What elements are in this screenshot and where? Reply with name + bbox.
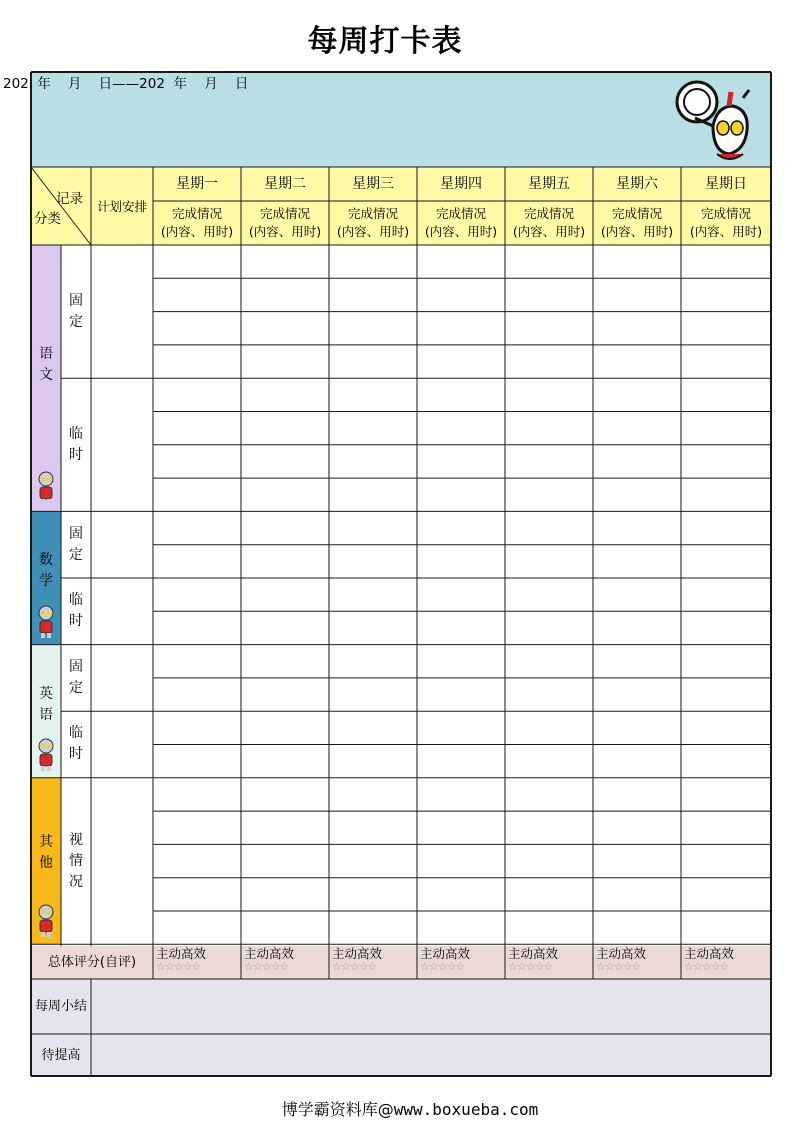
completion-line1: 完成情况 [700, 206, 751, 221]
group-label-3-0 [66, 778, 86, 945]
subject-label-0-char: 文 [39, 366, 53, 383]
group-label-0-0-char: 定 [69, 313, 83, 330]
mini-mascot-icon [36, 471, 56, 505]
rating-stars[interactable]: ☆☆☆☆☆ [156, 960, 201, 973]
day-header-3: 星期四 [440, 175, 482, 192]
completion-line1: 完成情况 [611, 206, 662, 221]
completion-line2: (内容、用时) [512, 224, 586, 239]
group-label-2-0-char: 固 [69, 658, 83, 675]
mini-mascot-icon [36, 605, 56, 639]
completion-header-4 [505, 201, 593, 245]
subject-label-2-char: 语 [39, 706, 53, 723]
to-improve-field[interactable] [91, 1034, 771, 1076]
group-label-0-1-char: 临 [69, 425, 83, 442]
rating-text: 主动高效 [156, 946, 207, 961]
day-header-1: 星期二 [264, 175, 306, 192]
group-label-1-1-char: 临 [69, 592, 83, 609]
completion-header-3 [417, 201, 505, 245]
rating-text: 主动高效 [420, 946, 471, 961]
weekly-summary-field[interactable] [91, 979, 771, 1034]
subject-label-1-char: 数 [39, 552, 53, 569]
group-label-1-0-char: 定 [69, 546, 83, 563]
group-label-0-0-char: 固 [69, 292, 83, 309]
plan-header: 计划安排 [96, 198, 147, 214]
group-label-0-1 [66, 378, 86, 511]
group-label-2-0 [66, 645, 86, 712]
completion-line1: 完成情况 [171, 206, 222, 221]
day-header-4: 星期五 [528, 175, 570, 192]
completion-header-2 [329, 201, 417, 245]
subject-label-3-char: 他 [39, 854, 53, 871]
completion-line2: (内容、用时) [424, 224, 498, 239]
completion-header-0 [153, 201, 241, 245]
completion-line1: 完成情况 [523, 206, 574, 221]
group-label-3-0-char: 情 [69, 852, 83, 869]
rating-stars[interactable]: ☆☆☆☆☆ [508, 960, 553, 973]
group-label-2-1-char: 临 [69, 725, 83, 742]
completion-header-6 [681, 201, 771, 245]
rating-cell-2[interactable] [332, 947, 416, 978]
day-header-2: 星期三 [352, 175, 394, 192]
footer-cn: 博学霸资料库@ [281, 1100, 394, 1119]
rating-stars[interactable]: ☆☆☆☆☆ [596, 960, 641, 973]
rating-text: 主动高效 [244, 946, 295, 961]
group-label-2-1-char: 时 [69, 746, 83, 763]
completion-line1: 完成情况 [259, 206, 310, 221]
group-label-2-1 [66, 711, 86, 778]
to-improve-label: 待提高 [41, 1047, 81, 1063]
rating-label: 总体评分(自评) [47, 955, 137, 970]
group-label-2-0-char: 定 [69, 679, 83, 696]
subject-label-1-char: 学 [39, 573, 53, 590]
corner-bottom-label: 分类 [34, 211, 61, 227]
rating-cell-0[interactable] [156, 947, 240, 978]
subject-label-3-char: 其 [39, 833, 53, 850]
group-label-1-0 [66, 511, 86, 578]
rating-stars[interactable]: ☆☆☆☆☆ [684, 960, 729, 973]
group-label-0-0 [66, 245, 86, 378]
rating-cell-4[interactable] [508, 947, 592, 978]
date-range: 202 年 月 日——202 年 月 日 [3, 76, 249, 92]
completion-line2: (内容、用时) [160, 224, 234, 239]
completion-header-5 [593, 201, 681, 245]
rating-cell-6[interactable] [684, 947, 770, 978]
rating-stars[interactable]: ☆☆☆☆☆ [244, 960, 289, 973]
rating-text: 主动高效 [684, 946, 735, 961]
page-title: 每周打卡表 [307, 24, 463, 59]
completion-line2: (内容、用时) [689, 224, 763, 239]
rating-stars[interactable]: ☆☆☆☆☆ [332, 960, 377, 973]
group-label-3-0-char: 视 [69, 831, 83, 848]
completion-line2: (内容、用时) [248, 224, 322, 239]
group-label-1-1-char: 时 [69, 613, 83, 630]
rating-cell-1[interactable] [244, 947, 328, 978]
subject-label-0 [31, 245, 61, 485]
corner-cell [31, 167, 91, 245]
completion-line1: 完成情况 [435, 206, 486, 221]
corner-top-label: 记录 [56, 191, 83, 207]
group-label-1-0-char: 固 [69, 525, 83, 542]
mini-mascot-icon [36, 904, 56, 938]
group-label-0-1-char: 时 [69, 446, 83, 463]
footer [0, 1097, 800, 1120]
group-label-3-0-char: 况 [69, 873, 83, 890]
completion-line1: 完成情况 [347, 206, 398, 221]
day-header-0: 星期一 [176, 175, 218, 192]
completion-line2: (内容、用时) [336, 224, 410, 239]
footer-url[interactable]: www.boxueba.com [393, 1100, 539, 1119]
rating-text: 主动高效 [332, 946, 383, 961]
completion-line2: (内容、用时) [600, 224, 674, 239]
subject-label-2-char: 英 [39, 685, 53, 702]
day-header-5: 星期六 [616, 175, 658, 192]
rating-text: 主动高效 [596, 946, 647, 961]
subject-label-0-char: 语 [39, 345, 53, 362]
rating-text: 主动高效 [508, 946, 559, 961]
mini-mascot-icon [36, 738, 56, 772]
day-header-6: 星期日 [705, 175, 747, 192]
weekly-summary-label: 每周小结 [34, 999, 87, 1014]
rating-cell-3[interactable] [420, 947, 504, 978]
rating-cell-5[interactable] [596, 947, 680, 978]
rating-stars[interactable]: ☆☆☆☆☆ [420, 960, 465, 973]
group-label-1-1 [66, 578, 86, 645]
completion-header-1 [241, 201, 329, 245]
